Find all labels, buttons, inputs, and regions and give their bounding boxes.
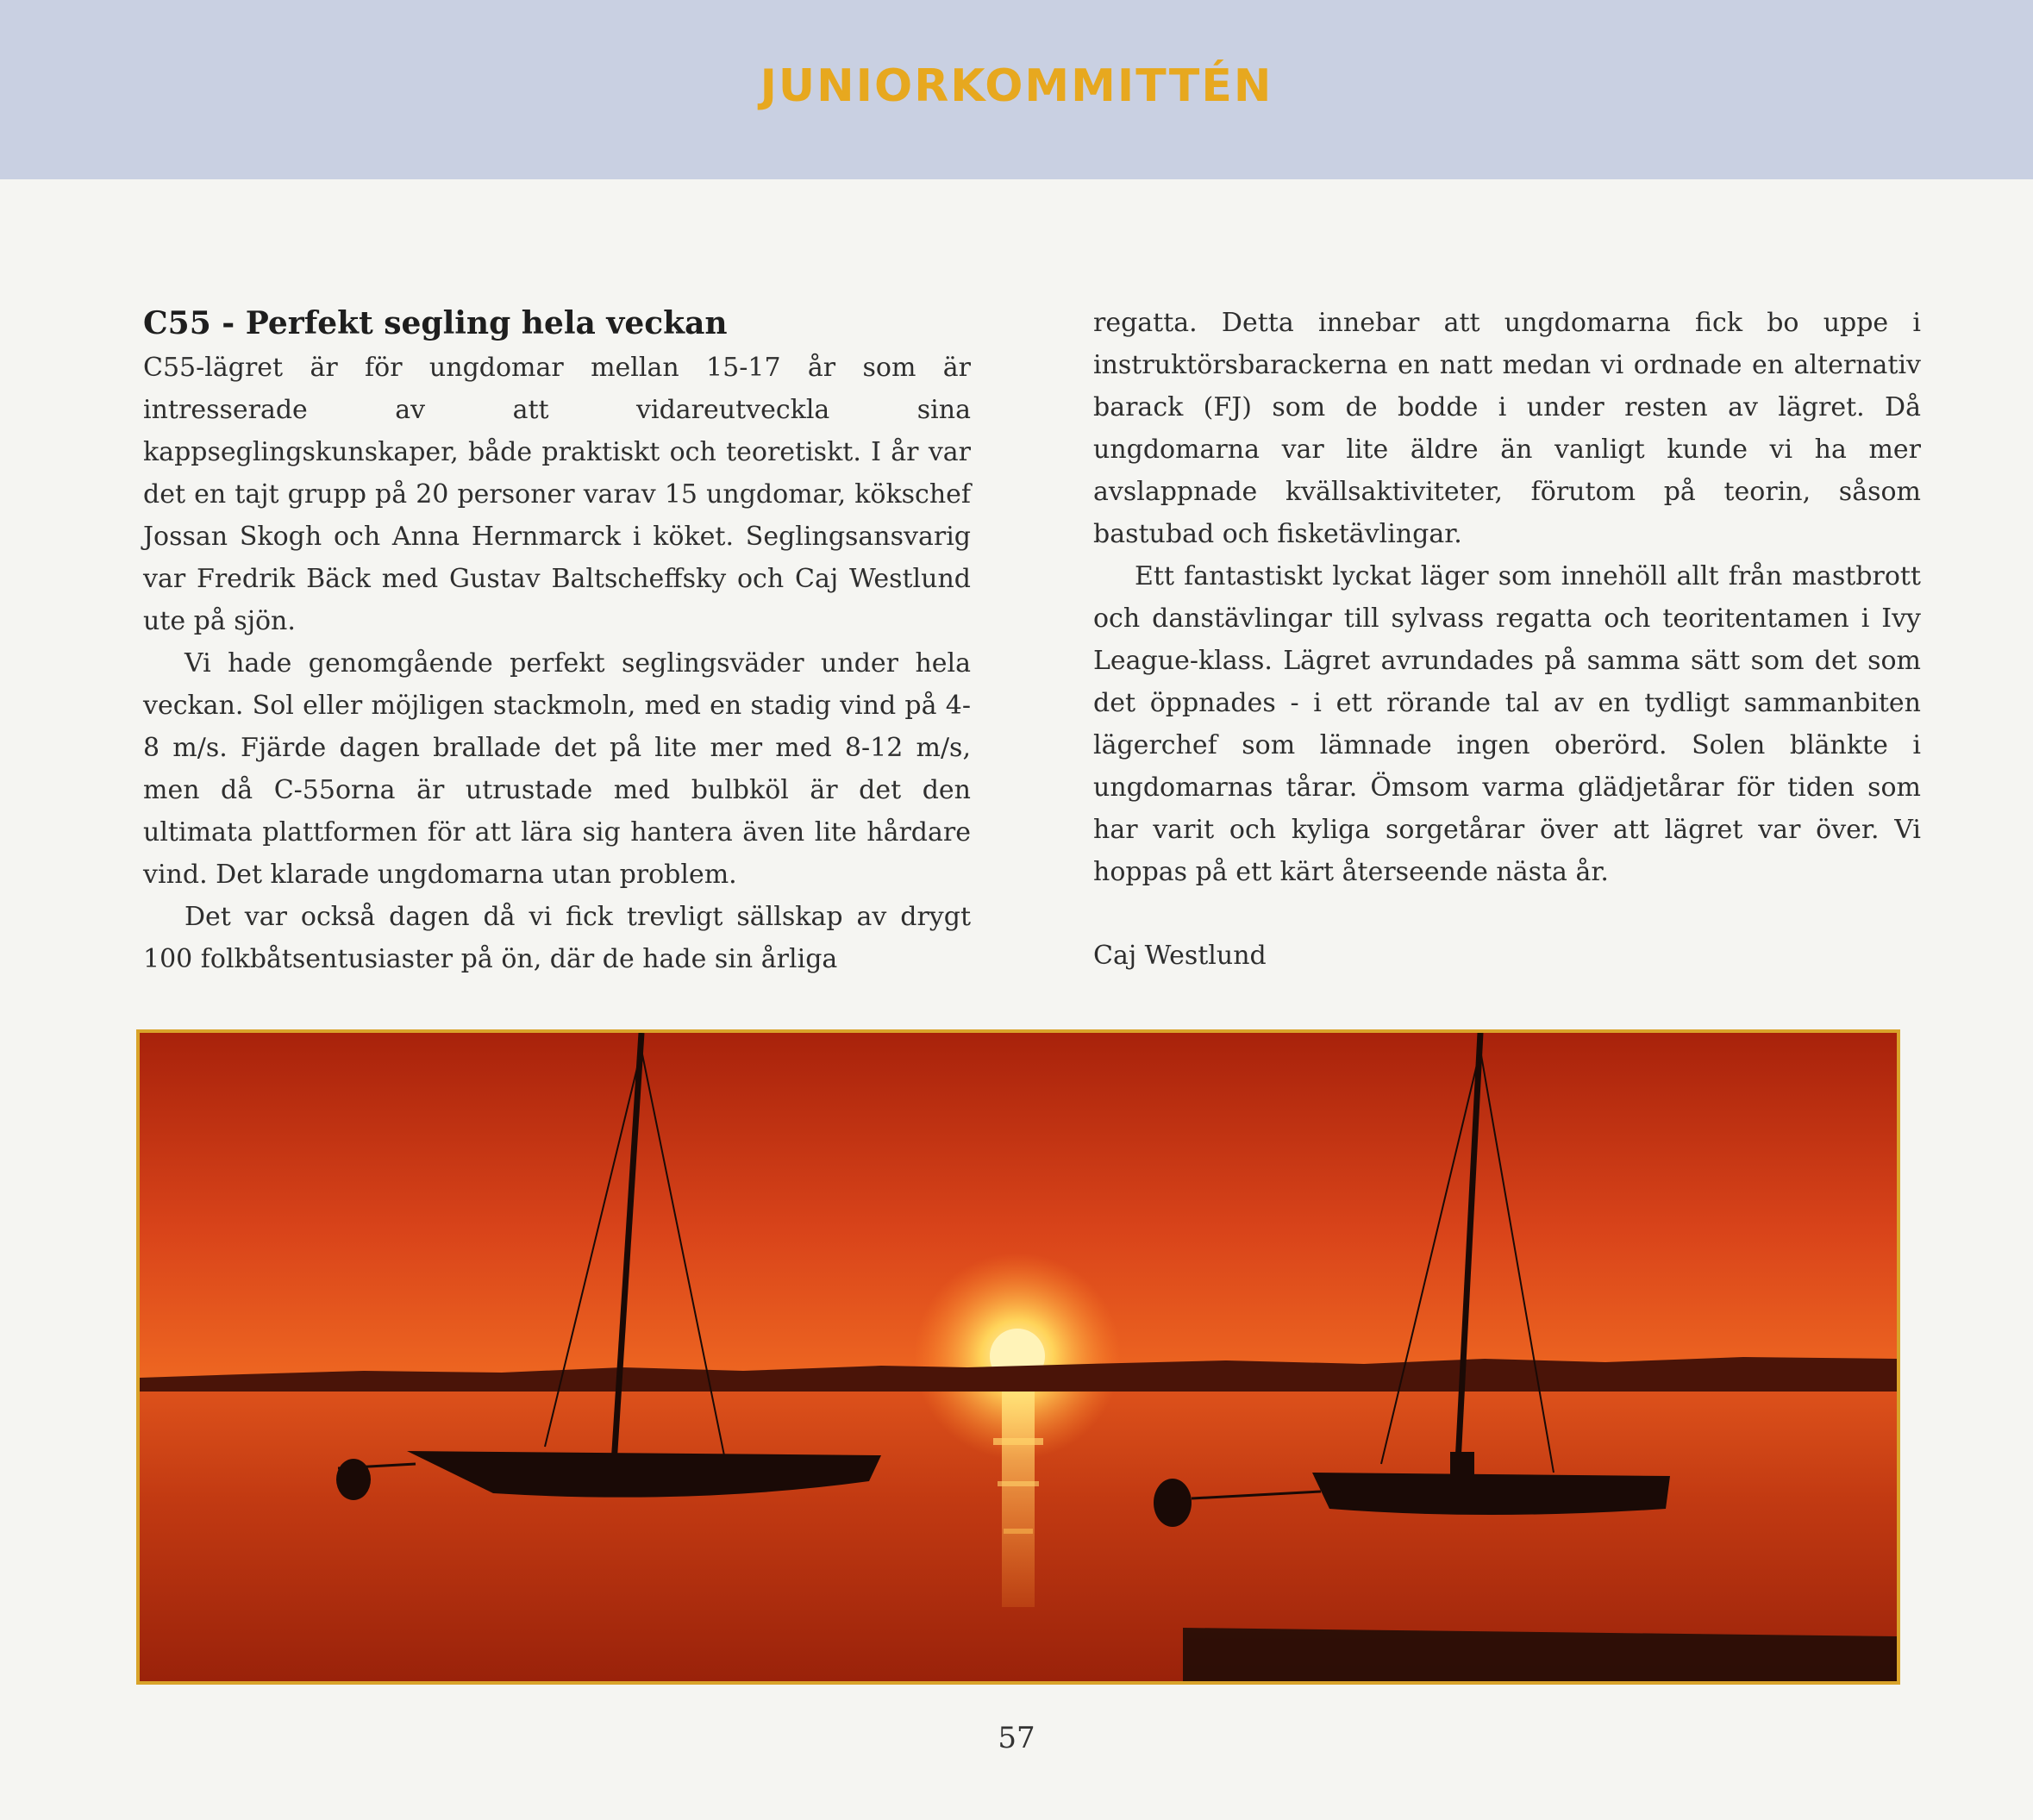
article-paragraph: Vi hade genomgående perfekt seglingsväder under hela veckan. Sol eller möjligen stackmoln, med en stadig vind på 4-8 m/s. Fjärde dagen brallade det på lite mer med 8-12 m/s, men då C-55orna är utrustade med bulbköl är det den ultimata plattformen för att lära sig hantera även lite hårdare vind. Det klarade ungdomarna utan problem.: [143, 648, 971, 890]
sunset-photo: [136, 1029, 1900, 1685]
article-signature: Caj Westlund: [1093, 941, 1267, 971]
article-left-column: [143, 302, 971, 980]
dock-silhouette: [1183, 1628, 1897, 1681]
sunset-sailboats-illustration: [140, 1033, 1897, 1681]
header-band: [0, 0, 2033, 179]
article-paragraph: C55-lägret är för ungdomar mellan 15-17 år som är intresserade av att vidareutveckla sina kappseglingskunskaper, både praktiskt och teoretiskt. I år var det en tajt grupp på 20 personer varav 15 ungdomar, kökschef Jossan Skogh och Anna Hernmarck i köket. Seglingsansvarig var Fredrik Bäck med Gustav Baltscheffsky och Caj Westlund ute på sjön.: [143, 353, 971, 636]
section-title: JUNIORKOMMITTÉN: [760, 60, 1273, 112]
article-paragraph: Ett fantastiskt lyckat läger som innehöll allt från mastbrott och danstävlingar till sylvass regatta och teoritentamen i Ivy League-klass. Lägret avrundades på samma sätt som det som det öppnades - i ett rörande tal av en tydligt sammanbiten lägerchef som lämnade ingen oberörd. Solen blänkte i ungdomarnas tårar. Ömsom varma glädjetårar för tiden som har varit och kyliga sorgetårar över att lägret var över. Vi hoppas på ett kärt återseende nästa år.: [1093, 561, 1921, 887]
article-paragraph: Det var också dagen då vi fick trevligt sällskap av drygt 100 folkbåtsentusiaster på ön, där de hade sin årliga: [143, 902, 971, 974]
sun-reflection: [1002, 1392, 1035, 1607]
page-number: 57: [998, 1721, 1035, 1755]
article-heading: C55 - Perfekt segling hela veckan: [143, 305, 728, 341]
article-right-column: [1093, 302, 1921, 977]
article-paragraph: regatta. Detta innebar att ungdomarna fick bo uppe i instruktörsbarackerna en natt medan vi ordnade en alternativ barack (FJ) som de bodde i under resten av lägret. Då ungdomarna var lite äldre än vanligt kunde vi ha mer avslappnade kvällsaktiviteter, förutom på teorin, såsom bastubad och fisketävlingar.: [1093, 308, 1921, 549]
